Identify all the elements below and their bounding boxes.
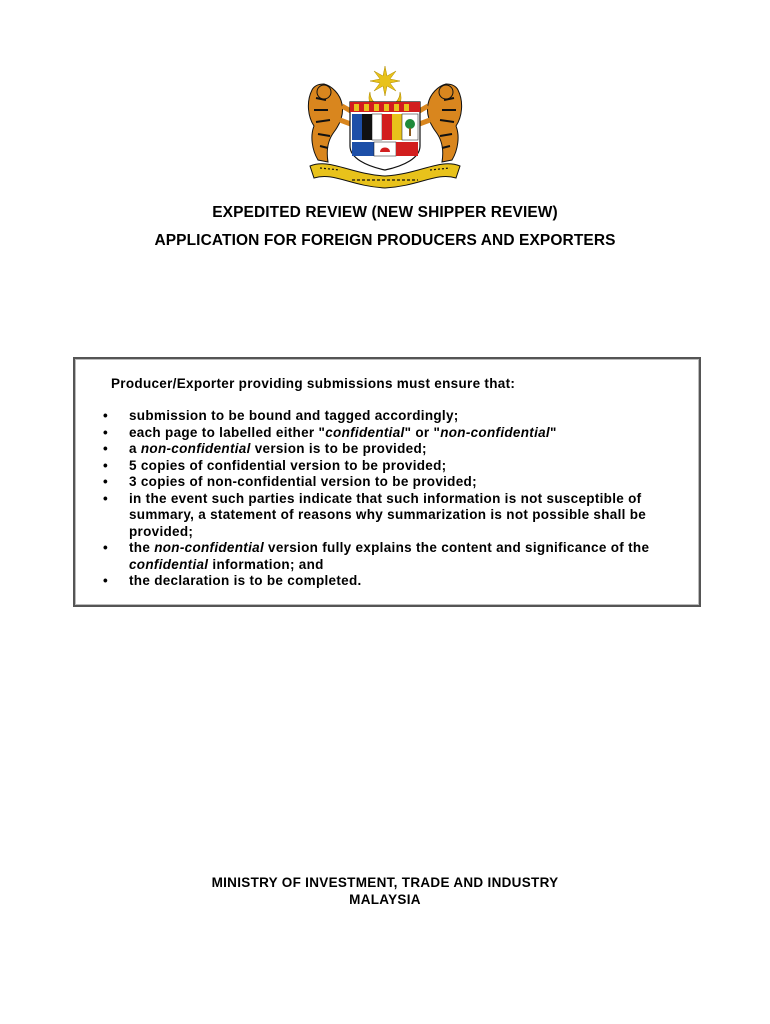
- list-item: • submission to be bound and tagged accordingly;: [103, 408, 459, 423]
- list-item: • a non-confidential version is to be provided;: [103, 441, 427, 456]
- left-tiger-icon: [308, 84, 356, 162]
- list-item: • the declaration is to be completed.: [103, 573, 362, 588]
- right-tiger-icon: [414, 84, 462, 162]
- bullet-icon: •: [103, 457, 109, 473]
- bullet-icon: •: [103, 490, 109, 506]
- requirements-heading: Producer/Exporter providing submissions must ensure that:: [111, 376, 516, 391]
- bullet-icon: •: [103, 441, 109, 456]
- shield-icon: [350, 102, 420, 170]
- bullet-icon: •: [103, 573, 109, 588]
- requirements-list: [101, 408, 697, 590]
- country-name: MALAYSIA: [349, 892, 421, 907]
- coat-of-arms-emblem: [300, 62, 470, 190]
- document-title-line-2: APPLICATION FOR FOREIGN PRODUCERS AND EXPORTERS: [154, 232, 616, 249]
- bullet-icon: •: [103, 424, 109, 440]
- bullet-icon: •: [103, 408, 109, 423]
- bullet-icon: •: [103, 540, 109, 555]
- list-item: • each page to labelled either "confidential" or "non-confidential": [103, 424, 557, 440]
- ministry-name: MINISTRY OF INVESTMENT, TRADE AND INDUSTRY: [211, 875, 559, 890]
- bullet-icon: •: [103, 474, 109, 489]
- list-item: • 5 copies of confidential version to be provided;: [103, 457, 447, 473]
- list-item: • in the event such parties indicate that such information is not susceptible of summary, a statement of reasons why summarization is not possible shall be provided;: [103, 490, 647, 539]
- list-item: • the non-confidential version fully explains the content and significance of the confidential information; and: [103, 540, 650, 572]
- document-title-line-1: EXPEDITED REVIEW (NEW SHIPPER REVIEW): [212, 204, 558, 221]
- submission-requirements-box: [73, 357, 701, 607]
- list-item: • 3 copies of non-confidential version to be provided;: [103, 474, 477, 489]
